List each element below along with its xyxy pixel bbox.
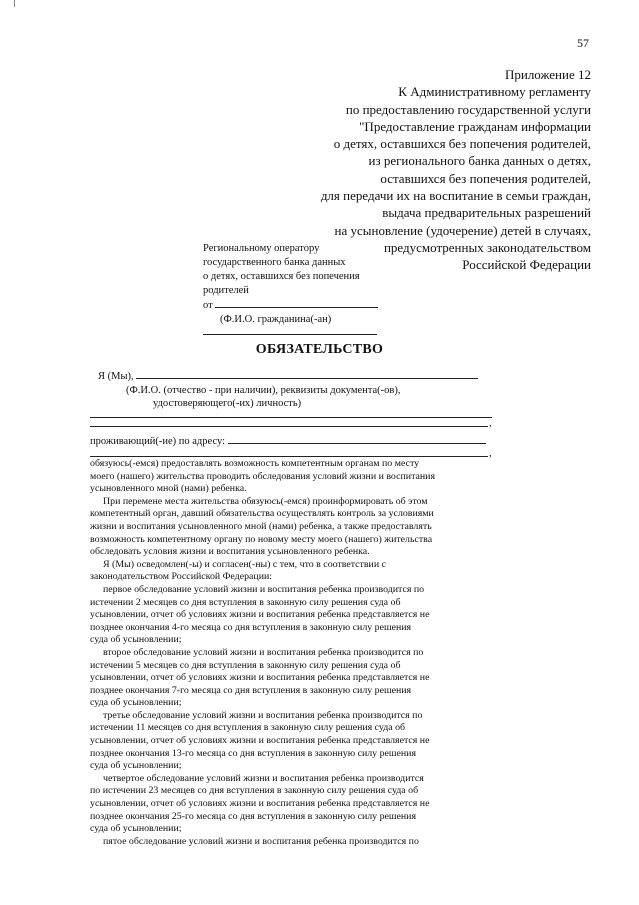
applicant-name-field[interactable] <box>215 298 378 308</box>
body-line: усыновлении, отчет об условиях жизни и воспитания ребенка представляется не <box>90 609 430 621</box>
body-line: суда об усыновлении; <box>90 760 182 772</box>
appendix-line: из регионального банка данных о детях, <box>368 153 591 169</box>
body-line: истечении 11 месяцев со дня вступления в законную силу решения суда об <box>90 722 406 734</box>
body-line: позднее окончания 4-го месяца со дня вступления в законную силу решения <box>90 621 412 633</box>
body-line: суда об усыновлении; <box>90 634 182 646</box>
body-line: позднее окончания 25-го месяца со дня вступления в законную силу решения <box>90 810 417 822</box>
body-line: жизни и воспитания усыновленного мной (нами) ребенка, а также предоставлять <box>90 520 432 532</box>
body-line: моего (нашего) жительства проводить обследования условий жизни и воспитания <box>90 470 435 482</box>
body-line: законодательством Российской Федерации: <box>90 571 273 583</box>
appendix-line: оставшихся без попечения родителей, <box>380 170 591 186</box>
declarant-label: Я (Мы), <box>98 371 134 382</box>
body-line: усыновлении, отчет об условиях жизни и воспитания ребенка представляется не <box>90 735 430 747</box>
address-row <box>90 434 510 449</box>
body-line: по истечении 23 месяцев со дня вступления в законную силу решения суда об <box>90 785 419 797</box>
recipient-line: государственного банка данных <box>203 257 346 268</box>
appendix-line: для передачи их на воспитание в семьи граждан, <box>320 188 591 204</box>
address-field[interactable] <box>228 434 486 444</box>
recipient-line: родителей <box>203 285 249 296</box>
recipient-line: Региональному оператору <box>203 243 320 254</box>
page-number: 57 <box>577 36 589 50</box>
declarant-document-row-2 <box>90 418 510 432</box>
body-line: Я (Мы) осведомлен(-ы) и согласен(-ны) с тем, что в соответствии с <box>103 558 386 570</box>
declarant-name-field[interactable] <box>136 369 478 379</box>
from-label: от <box>203 300 213 311</box>
from-row <box>203 298 378 313</box>
declarant-hint-1: (Ф.И.О. (отчество - при наличии), реквизиты документа(-ов), <box>126 384 401 396</box>
address-field-2[interactable] <box>90 456 488 457</box>
appendix-line: выдача предварительных разрешений <box>382 205 591 221</box>
appendix-line: о детях, оставшихся без попечения родителей, <box>333 136 591 152</box>
body-line: усыновленного мной (нами) ребенка. <box>90 483 247 495</box>
body-line: позднее окончания 13-го месяца со дня вступления в законную силу решения <box>90 747 417 759</box>
body-line: компетентный орган, давший обязательства осуществлять контроль за условиями <box>90 508 434 520</box>
recipient-block <box>203 242 378 335</box>
body-line: пятое обследование условий жизни и воспитания ребенка производится по <box>103 835 419 847</box>
declarant-document-field-2[interactable] <box>90 426 488 427</box>
body-line: обследовать условия жизни и воспитания усыновленного ребенка. <box>90 546 370 558</box>
body-line: первое обследование условий жизни и воспитания ребенка производится по <box>103 583 425 595</box>
body-line: обязуюсь(-емся) предоставлять возможность компетентным органам по месту <box>90 458 420 469</box>
body-line: усыновлении, отчет об условиях жизни и воспитания ребенка представляется не <box>90 672 430 684</box>
obligation-body <box>90 458 492 848</box>
body-line: четвертое обследование условий жизни и воспитания ребенка производится <box>103 772 424 784</box>
appendix-line: Российской Федерации <box>462 257 591 273</box>
body-line: истечении 2 месяцев со дня вступления в законную силу решения суда об <box>90 596 401 608</box>
body-line: При перемене места жительства обязуюсь(-емся) проинформировать об этом <box>103 495 428 507</box>
appendix-line: К Административному регламенту <box>398 84 591 100</box>
body-line: позднее окончания 7-го месяца со дня вступления в законную силу решения <box>90 684 412 696</box>
body-line: возможность компетентному органу по новому месту моего (нашего) жительства <box>90 533 433 545</box>
body-line: второе обследование условий жизни и воспитания ребенка производится по <box>103 646 424 658</box>
appendix-line: Приложение 12 <box>504 67 591 82</box>
scan-edge-mark <box>14 0 15 7</box>
body-line: суда об усыновлении; <box>90 697 182 709</box>
appendix-line: предусмотренных законодательством <box>383 239 591 255</box>
body-line: третье обследование условий жизни и воспитания ребенка производится по <box>103 709 423 721</box>
recipient-line: о детях, оставшихся без попечения <box>203 271 360 282</box>
appendix-line: "Предоставление гражданам информации <box>359 118 591 134</box>
declarant-row <box>90 369 510 384</box>
comma-mark: , <box>489 417 492 429</box>
applicant-name-field-2[interactable] <box>203 333 377 335</box>
document-title: ОБЯЗАТЕЛЬСТВО <box>255 342 384 357</box>
declarant-block <box>90 369 510 460</box>
appendix-line: по предоставлению государственной услуги <box>345 101 591 117</box>
address-label: проживающий(-ие) по адресу: <box>90 435 225 447</box>
declarant-hint-2: удостоверяющего(-их) личность) <box>153 398 302 409</box>
appendix-line: на усыновление (удочерение) детей в случаях, <box>334 222 591 238</box>
body-line: усыновлении, отчет об условиях жизни и воспитания ребенка представляется не <box>90 798 430 810</box>
name-hint: (Ф.И.О. гражданина(-ан) <box>220 314 332 325</box>
body-line: истечении 5 месяцев со дня вступления в законную силу решения суда об <box>90 659 401 671</box>
body-line: суда об усыновлении; <box>90 823 182 835</box>
comma-mark: , <box>489 448 492 459</box>
